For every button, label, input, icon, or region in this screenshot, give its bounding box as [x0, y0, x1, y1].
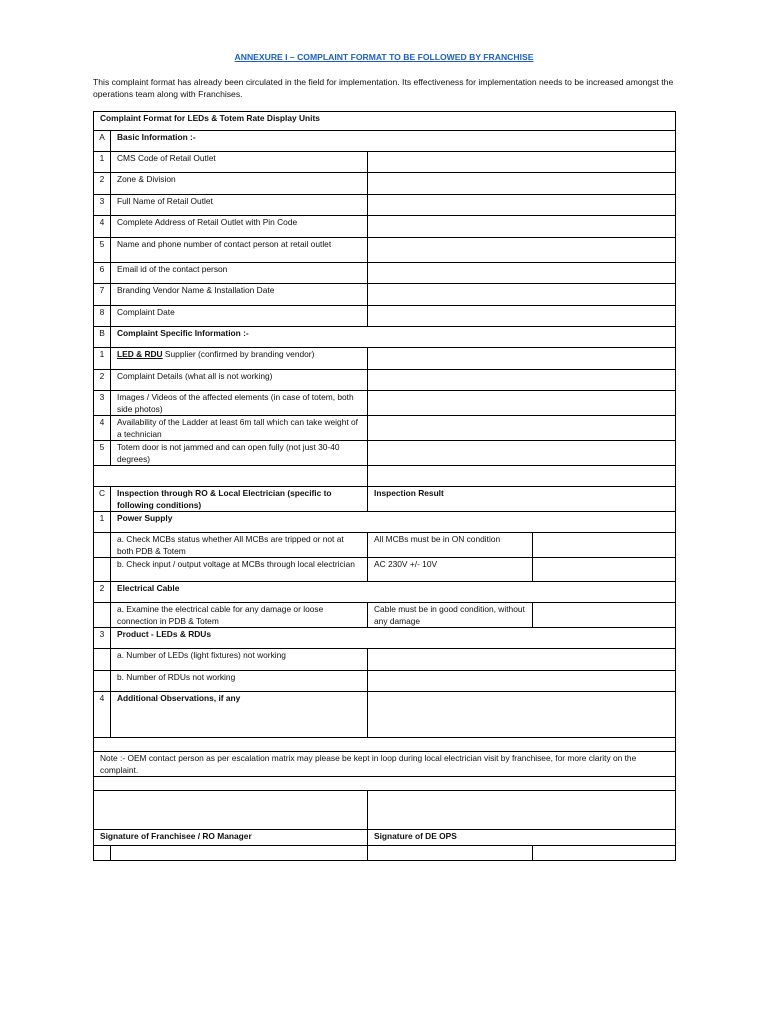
- empty-cell: [94, 846, 111, 861]
- row-number: 2: [94, 370, 111, 391]
- row-label-rest: Supplier (confirmed by branding vendor): [162, 349, 315, 359]
- table-row: [94, 671, 676, 692]
- blank-num-cell: [94, 671, 111, 692]
- section-a-title: Basic Information :-: [111, 131, 676, 152]
- row-number: 1: [94, 152, 111, 173]
- value-cell[interactable]: [368, 348, 676, 370]
- row-label: Branding Vendor Name & Installation Date: [111, 284, 368, 306]
- section-a-row: [94, 131, 676, 152]
- value-cell[interactable]: [368, 416, 676, 441]
- value-cell[interactable]: [368, 649, 676, 671]
- section-c-label: C: [94, 487, 111, 512]
- section-a-label: A: [94, 131, 111, 152]
- row-label: Zone & Division: [111, 173, 368, 195]
- row-label: [111, 348, 368, 370]
- check-label: a. Check MCBs status whether All MCBs are tripped or not at both PDB & Totem: [111, 533, 368, 558]
- empty-cell: [94, 738, 676, 752]
- complaint-format-table: [93, 111, 676, 861]
- value-cell[interactable]: [368, 263, 676, 284]
- row-number: 1: [94, 348, 111, 370]
- check-label: b. Number of RDUs not working: [111, 671, 368, 692]
- value-cell[interactable]: [368, 152, 676, 173]
- section-c-row: [94, 487, 676, 512]
- row-number: 8: [94, 306, 111, 327]
- row-label: Complete Address of Retail Outlet with Pin Code: [111, 216, 368, 238]
- value-cell[interactable]: [368, 216, 676, 238]
- table-row: [94, 533, 676, 558]
- table-row: [94, 692, 676, 738]
- table-row: [94, 649, 676, 671]
- table-header: Complaint Format for LEDs & Totem Rate Display Units: [94, 112, 676, 131]
- row-number: 5: [94, 441, 111, 466]
- empty-row: [94, 466, 676, 487]
- value-cell[interactable]: [368, 284, 676, 306]
- table-row: [94, 441, 676, 466]
- empty-cell: [111, 846, 368, 861]
- result-cell[interactable]: [533, 603, 676, 628]
- subsection-row: [94, 582, 676, 603]
- table-row: [94, 152, 676, 173]
- row-number: 2: [94, 173, 111, 195]
- blank-num-cell: [94, 533, 111, 558]
- signature-label-row: [94, 830, 676, 846]
- row-number: 3: [94, 195, 111, 216]
- row-label: Complaint Details (what all is not working): [111, 370, 368, 391]
- de-ops-signature-box[interactable]: [368, 791, 676, 830]
- row-number: 3: [94, 628, 111, 649]
- empty-cell: [533, 846, 676, 861]
- inspection-result-header: Inspection Result: [368, 487, 676, 512]
- expected-result: All MCBs must be in ON condition: [368, 533, 533, 558]
- table-row: [94, 348, 676, 370]
- table-row: [94, 173, 676, 195]
- row-number: 5: [94, 238, 111, 263]
- blank-num-cell: [94, 558, 111, 582]
- row-number: 1: [94, 512, 111, 533]
- section-b-label: B: [94, 327, 111, 348]
- row-label: CMS Code of Retail Outlet: [111, 152, 368, 173]
- table-row: [94, 263, 676, 284]
- check-label: a. Examine the electrical cable for any damage or loose connection in PDB & Totem: [111, 603, 368, 628]
- row-number: 3: [94, 391, 111, 416]
- row-label: Email id of the contact person: [111, 263, 368, 284]
- table-row: [94, 416, 676, 441]
- table-row: [94, 216, 676, 238]
- subsection-title: Power Supply: [111, 512, 676, 533]
- section-b-title: Complaint Specific Information :-: [111, 327, 676, 348]
- table-row: [94, 195, 676, 216]
- result-cell[interactable]: [533, 533, 676, 558]
- table-header-row: [94, 112, 676, 131]
- franchisee-signature-box[interactable]: [94, 791, 368, 830]
- row-number: 2: [94, 582, 111, 603]
- value-cell[interactable]: [368, 173, 676, 195]
- section-c-title: Inspection through RO & Local Electrician (specific to following conditions): [111, 487, 368, 512]
- empty-cell: [94, 777, 676, 791]
- row-label: Complaint Date: [111, 306, 368, 327]
- note-row: [94, 752, 676, 777]
- value-cell[interactable]: [368, 391, 676, 416]
- table-row: [94, 238, 676, 263]
- expected-result: Cable must be in good condition, without any damage: [368, 603, 533, 628]
- table-row: [94, 558, 676, 582]
- value-cell[interactable]: [368, 370, 676, 391]
- empty-cell: [94, 466, 368, 487]
- note-text: Note :- OEM contact person as per escalation matrix may please be kept in loop during local electrician visit by franchisee, for more clarity on the complaint.: [94, 752, 676, 777]
- subsection-title: Additional Observations, if any: [111, 692, 368, 738]
- table-row: [94, 370, 676, 391]
- subsection-title: Electrical Cable: [111, 582, 676, 603]
- empty-cell: [368, 466, 676, 487]
- empty-row: [94, 846, 676, 861]
- result-cell[interactable]: [533, 558, 676, 582]
- row-number: 4: [94, 692, 111, 738]
- row-number: 6: [94, 263, 111, 284]
- value-cell[interactable]: [368, 195, 676, 216]
- subsection-row: [94, 512, 676, 533]
- value-cell[interactable]: [368, 441, 676, 466]
- subsection-row: [94, 628, 676, 649]
- section-b-row: [94, 327, 676, 348]
- intro-paragraph: This complaint format has already been circulated in the field for implementation. Its effectiveness for implementation needs to be increased amongst the operations team along with Franchises.: [93, 77, 674, 99]
- table-row: [94, 284, 676, 306]
- de-ops-signature-label: Signature of DE OPS: [368, 830, 676, 846]
- row-label: Images / Videos of the affected elements (in case of totem, both side photos): [111, 391, 368, 416]
- value-cell[interactable]: [368, 671, 676, 692]
- row-number: 4: [94, 416, 111, 441]
- value-cell[interactable]: [368, 306, 676, 327]
- value-cell[interactable]: [368, 238, 676, 263]
- table-row: [94, 391, 676, 416]
- empty-cell: [368, 846, 533, 861]
- row-label: Name and phone number of contact person at retail outlet: [111, 238, 368, 263]
- document-title: ANNEXURE I – COMPLAINT FORMAT TO BE FOLLOWED BY FRANCHISE: [234, 52, 534, 62]
- empty-row: [94, 738, 676, 752]
- observations-cell[interactable]: [368, 692, 676, 738]
- signature-space-row: [94, 791, 676, 830]
- row-label: Full Name of Retail Outlet: [111, 195, 368, 216]
- table-row: [94, 603, 676, 628]
- check-label: a. Number of LEDs (light fixtures) not working: [111, 649, 368, 671]
- row-label-underlined: LED & RDU: [117, 349, 163, 359]
- franchisee-signature-label: Signature of Franchisee / RO Manager: [94, 830, 368, 846]
- check-label: b. Check input / output voltage at MCBs through local electrician: [111, 558, 368, 582]
- row-number: 7: [94, 284, 111, 306]
- row-label: Totem door is not jammed and can open fully (not just 30-40 degrees): [111, 441, 368, 466]
- row-label: Availability of the Ladder at least 6m tall which can take weight of a technician: [111, 416, 368, 441]
- blank-num-cell: [94, 603, 111, 628]
- table-row: [94, 306, 676, 327]
- subsection-title: Product - LEDs & RDUs: [111, 628, 676, 649]
- empty-row: [94, 777, 676, 791]
- expected-result: AC 230V +/- 10V: [368, 558, 533, 582]
- row-number: 4: [94, 216, 111, 238]
- blank-num-cell: [94, 649, 111, 671]
